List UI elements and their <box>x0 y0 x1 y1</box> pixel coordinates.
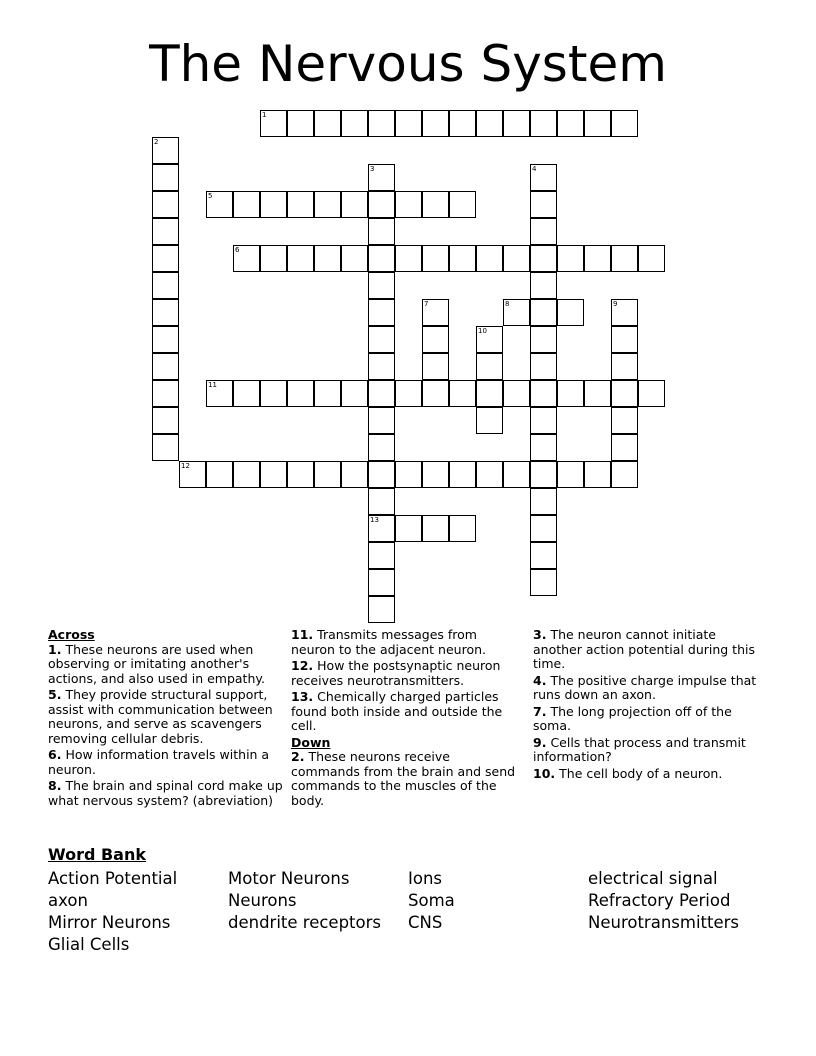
crossword-cell[interactable] <box>422 380 449 407</box>
clue-down-10 <box>533 767 768 782</box>
crossword-cell[interactable] <box>476 380 503 407</box>
crossword-cell[interactable] <box>287 380 314 407</box>
crossword-cell[interactable] <box>368 542 395 569</box>
word-bank-word: Neurotransmitters <box>588 913 740 932</box>
clues-column-3 <box>533 628 768 783</box>
crossword-cell[interactable] <box>368 569 395 596</box>
crossword-cell[interactable] <box>449 191 476 218</box>
crossword-cell[interactable] <box>530 272 557 299</box>
clue-number: 13. <box>291 689 314 704</box>
clue-text: The cell body of a neuron. <box>559 765 723 781</box>
crossword-cell[interactable] <box>530 353 557 380</box>
crossword-cell[interactable] <box>233 380 260 407</box>
crossword-cell[interactable] <box>314 380 341 407</box>
crossword-cell[interactable] <box>530 542 557 569</box>
clue-number: 1. <box>48 641 62 657</box>
crossword-cell[interactable] <box>503 245 530 272</box>
crossword-cell[interactable] <box>287 245 314 272</box>
crossword-cell[interactable] <box>368 434 395 461</box>
word-bank-word: dendrite receptors <box>228 913 382 932</box>
crossword-cell[interactable] <box>422 515 449 542</box>
clue-number: 7. <box>533 703 547 719</box>
crossword-cell[interactable] <box>530 380 557 407</box>
clue-across-8 <box>48 779 283 808</box>
cell-number: 2 <box>154 138 159 146</box>
crossword-cell[interactable] <box>422 326 449 353</box>
crossword-cell[interactable] <box>233 461 260 488</box>
crossword-cell[interactable] <box>152 137 179 164</box>
crossword-cell[interactable] <box>638 380 665 407</box>
crossword-cell[interactable] <box>152 326 179 353</box>
crossword-cell[interactable] <box>395 515 422 542</box>
crossword-cell[interactable] <box>152 380 179 407</box>
cell-number: 12 <box>181 462 190 470</box>
crossword-cell[interactable] <box>503 299 530 326</box>
crossword-cell[interactable] <box>152 272 179 299</box>
crossword-cell[interactable] <box>476 353 503 380</box>
crossword-cell[interactable] <box>395 380 422 407</box>
crossword-cell[interactable] <box>368 218 395 245</box>
clues-column-1 <box>48 628 283 810</box>
crossword-cell[interactable] <box>152 245 179 272</box>
crossword-cell[interactable] <box>584 380 611 407</box>
crossword-cell[interactable] <box>368 461 395 488</box>
crossword-cell[interactable] <box>584 245 611 272</box>
word-bank-word: Refractory Period <box>588 891 731 910</box>
crossword-cell[interactable] <box>530 164 557 191</box>
crossword-cell[interactable] <box>260 380 287 407</box>
crossword-cell[interactable] <box>368 488 395 515</box>
crossword-cell[interactable] <box>476 245 503 272</box>
word-bank-word: Glial Cells <box>48 935 130 954</box>
crossword-cell[interactable] <box>395 461 422 488</box>
crossword-cell[interactable] <box>395 245 422 272</box>
cell-number: 7 <box>424 300 429 308</box>
clue-number: 6. <box>48 747 62 762</box>
crossword-cell[interactable] <box>152 299 179 326</box>
crossword-cell[interactable] <box>422 245 449 272</box>
clue-down-7 <box>533 705 768 734</box>
clue-text: The neuron cannot initiate another action potential during this time. <box>533 627 755 671</box>
crossword-cell[interactable] <box>611 245 638 272</box>
crossword-cell[interactable] <box>449 461 476 488</box>
clue-text: The long projection off of the soma. <box>533 703 732 733</box>
crossword-cell[interactable] <box>260 110 287 137</box>
crossword-cell[interactable] <box>530 110 557 137</box>
word-bank-word: CNS <box>408 913 443 932</box>
clue-across-11 <box>291 628 521 657</box>
crossword-cell[interactable] <box>503 110 530 137</box>
crossword-cell[interactable] <box>449 515 476 542</box>
crossword-cell[interactable] <box>422 299 449 326</box>
crossword-cell[interactable] <box>260 461 287 488</box>
crossword-cell[interactable] <box>152 353 179 380</box>
crossword-cell[interactable] <box>314 110 341 137</box>
crossword-cell[interactable] <box>449 110 476 137</box>
crossword-cell[interactable] <box>314 245 341 272</box>
clue-number: 5. <box>48 687 62 702</box>
crossword-cell[interactable] <box>557 299 584 326</box>
crossword-cell[interactable] <box>341 245 368 272</box>
cell-number: 4 <box>532 165 537 173</box>
cell-number: 13 <box>370 516 379 524</box>
cell-number: 10 <box>478 327 487 335</box>
crossword-cell[interactable] <box>611 299 638 326</box>
clue-number: 3. <box>533 627 547 642</box>
crossword-cell[interactable] <box>611 407 638 434</box>
crossword-cell[interactable] <box>368 245 395 272</box>
crossword-cell[interactable] <box>206 461 233 488</box>
clue-down-3 <box>533 628 768 672</box>
crossword-cell[interactable] <box>530 245 557 272</box>
cell-number: 11 <box>208 381 217 389</box>
crossword-cell[interactable] <box>287 191 314 218</box>
crossword-cell[interactable] <box>422 353 449 380</box>
clue-number: 4. <box>533 672 547 688</box>
clue-down-9 <box>533 736 768 765</box>
crossword-cell[interactable] <box>341 110 368 137</box>
crossword-cell[interactable] <box>179 461 206 488</box>
crossword-cell[interactable] <box>503 380 530 407</box>
clue-across-12 <box>291 659 521 688</box>
word-bank-word: Neurons <box>228 891 297 910</box>
crossword-cell[interactable] <box>395 191 422 218</box>
down-heading: Down <box>291 734 331 750</box>
word-bank-word: Mirror Neurons <box>48 913 171 932</box>
crossword-cell[interactable] <box>611 353 638 380</box>
crossword-cell[interactable] <box>611 326 638 353</box>
crossword-cell[interactable] <box>152 191 179 218</box>
crossword-cell[interactable] <box>233 245 260 272</box>
crossword-cell[interactable] <box>476 407 503 434</box>
crossword-cell[interactable] <box>611 434 638 461</box>
crossword-cell[interactable] <box>260 191 287 218</box>
clue-text: Cells that process and transmit information? <box>533 734 746 764</box>
clue-across-6 <box>48 748 283 777</box>
crossword-cell[interactable] <box>368 326 395 353</box>
crossword-cell[interactable] <box>611 461 638 488</box>
crossword-cell[interactable] <box>422 110 449 137</box>
crossword-cell[interactable] <box>611 110 638 137</box>
crossword-cell[interactable] <box>395 110 422 137</box>
clue-text: Chemically charged particles found both inside and outside the cell. <box>291 689 503 733</box>
clue-text: These neurons are used when observing or imitating another's actions, and also used in empathy. <box>48 641 265 686</box>
page-title: The Nervous System <box>149 35 667 93</box>
word-bank-word: Soma <box>408 891 455 910</box>
crossword-cell[interactable] <box>368 191 395 218</box>
clue-across-5 <box>48 688 283 746</box>
crossword-cell[interactable] <box>260 245 287 272</box>
clue-number: 10. <box>533 765 556 781</box>
clue-number: 12. <box>291 658 314 673</box>
crossword-cell[interactable] <box>422 191 449 218</box>
clue-text: How information travels within a neuron. <box>48 747 270 777</box>
crossword-cell[interactable] <box>476 326 503 353</box>
clue-across-1 <box>48 643 283 687</box>
crossword-cell[interactable] <box>557 245 584 272</box>
crossword-cell[interactable] <box>530 191 557 218</box>
clue-text: Transmits messages from neuron to the adjacent neuron. <box>291 627 486 657</box>
clue-number: 8. <box>48 778 62 793</box>
clue-across-13 <box>291 690 521 734</box>
crossword-cell[interactable] <box>449 245 476 272</box>
crossword-cell[interactable] <box>530 434 557 461</box>
crossword-cell[interactable] <box>314 191 341 218</box>
word-bank-word: Motor Neurons <box>228 869 350 888</box>
crossword-cell[interactable] <box>341 461 368 488</box>
crossword-cell[interactable] <box>233 191 260 218</box>
crossword-cell[interactable] <box>584 110 611 137</box>
across-heading: Across <box>48 627 95 642</box>
cell-number: 3 <box>370 165 375 173</box>
clue-number: 9. <box>533 734 547 750</box>
crossword-cell[interactable] <box>530 488 557 515</box>
crossword-cell[interactable] <box>557 461 584 488</box>
crossword-cell[interactable] <box>422 461 449 488</box>
crossword-cell[interactable] <box>341 380 368 407</box>
clue-down-2 <box>291 750 521 808</box>
crossword-cell[interactable] <box>368 164 395 191</box>
crossword-cell[interactable] <box>530 407 557 434</box>
crossword-cell[interactable] <box>476 110 503 137</box>
word-bank-word: axon <box>48 891 88 910</box>
clue-number: 2. <box>291 749 305 764</box>
crossword-cell[interactable] <box>368 596 395 623</box>
crossword-cell[interactable] <box>368 515 395 542</box>
clue-text: How the postsynaptic neuron receives neurotransmitters. <box>291 658 501 688</box>
crossword-cell[interactable] <box>557 380 584 407</box>
clue-number: 11. <box>291 627 314 642</box>
crossword-cell[interactable] <box>206 380 233 407</box>
crossword-cell[interactable] <box>530 326 557 353</box>
word-bank-word: Ions <box>408 869 443 888</box>
crossword-cell[interactable] <box>584 461 611 488</box>
crossword-cell[interactable] <box>503 461 530 488</box>
crossword-cell[interactable] <box>530 515 557 542</box>
cell-number: 1 <box>262 111 267 119</box>
crossword-cell[interactable] <box>368 353 395 380</box>
clue-text: The positive charge impulse that runs down an axon. <box>533 672 757 702</box>
crossword-cell[interactable] <box>287 110 314 137</box>
clue-text: They provide structural support, assist with communication between neurons, and serve as scavengers removing cellular debris. <box>48 687 273 746</box>
clue-text: The brain and spinal cord make up what nervous system? (abreviation) <box>48 778 283 808</box>
crossword-cell[interactable] <box>476 461 503 488</box>
crossword-cell[interactable] <box>368 299 395 326</box>
word-bank-title: Word Bank <box>48 845 147 864</box>
cell-number: 9 <box>613 300 618 308</box>
cell-number: 6 <box>235 246 240 254</box>
clues-column-2 <box>291 628 521 810</box>
crossword-cell[interactable] <box>152 218 179 245</box>
crossword-cell[interactable] <box>530 461 557 488</box>
crossword-cell[interactable] <box>638 245 665 272</box>
clue-text: These neurons receive commands from the brain and send commands to the muscles of the body. <box>291 749 516 808</box>
crossword-cell[interactable] <box>530 569 557 596</box>
crossword-cell[interactable] <box>152 407 179 434</box>
cell-number: 5 <box>208 192 213 200</box>
crossword-cell[interactable] <box>206 191 233 218</box>
crossword-cell[interactable] <box>368 272 395 299</box>
crossword-cell[interactable] <box>611 380 638 407</box>
crossword-cell[interactable] <box>530 218 557 245</box>
crossword-cell[interactable] <box>449 380 476 407</box>
crossword-cell[interactable] <box>152 434 179 461</box>
crossword-cell[interactable] <box>368 380 395 407</box>
crossword-cell[interactable] <box>557 110 584 137</box>
crossword-cell[interactable] <box>287 461 314 488</box>
crossword-cell[interactable] <box>368 110 395 137</box>
word-bank-word: electrical signal <box>588 869 718 888</box>
cell-number: 8 <box>505 300 510 308</box>
crossword-cell[interactable] <box>314 461 341 488</box>
crossword-cell[interactable] <box>530 299 557 326</box>
crossword-cell[interactable] <box>368 407 395 434</box>
crossword-cell[interactable] <box>152 164 179 191</box>
clue-down-4 <box>533 674 768 703</box>
word-bank-word: Action Potential <box>48 869 178 888</box>
crossword-cell[interactable] <box>341 191 368 218</box>
